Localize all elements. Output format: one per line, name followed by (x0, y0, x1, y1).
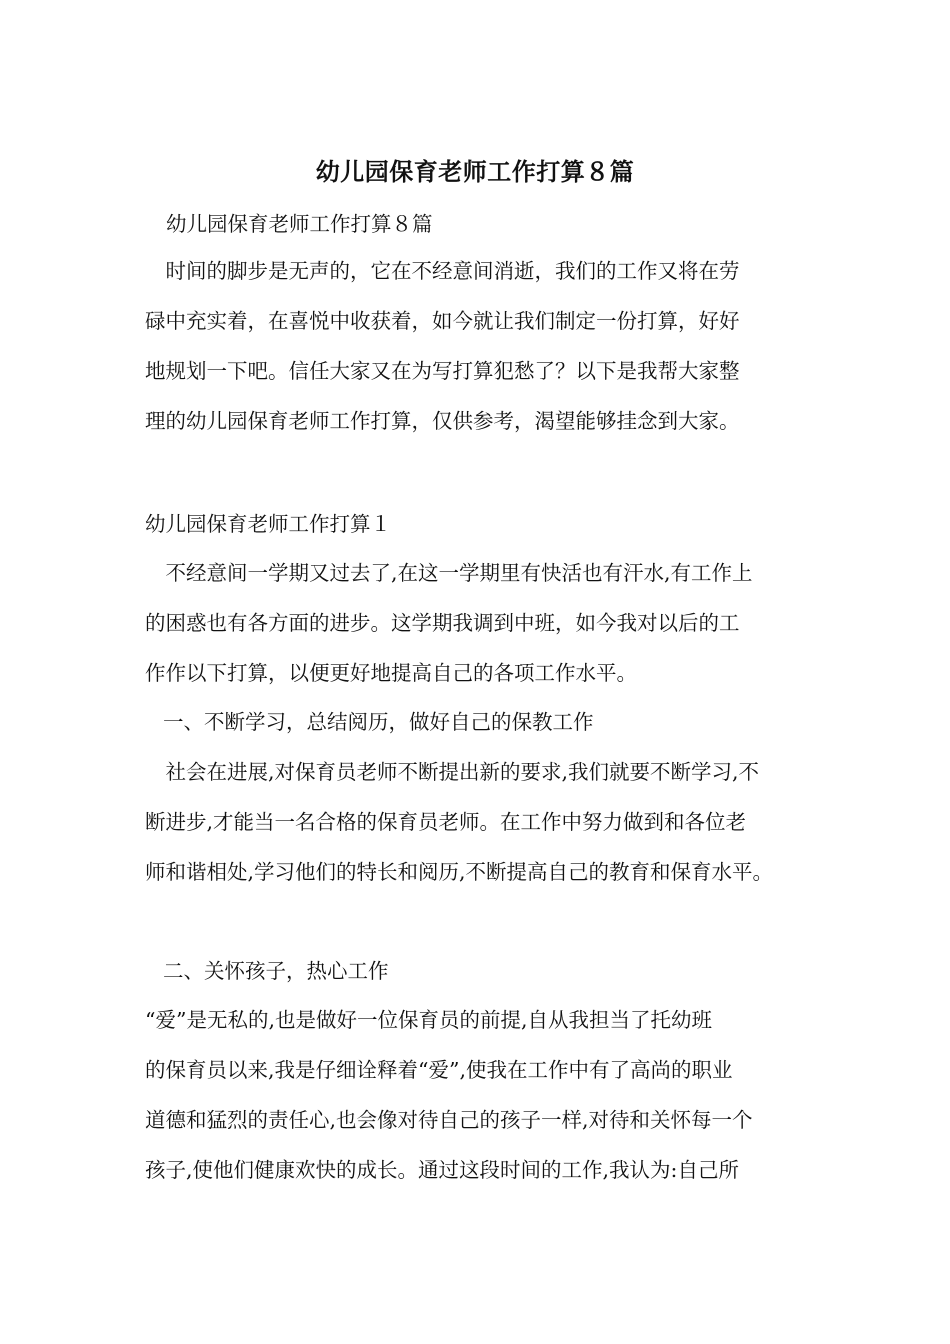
paragraph-2 (145, 747, 810, 897)
intro-line: 碌中充实着，在喜悦中收获着，如今就让我们制定一份打算，好好 (145, 309, 740, 333)
intro-line: 地规划一下吧。信任大家又在为写打算犯愁了？以下是我帮大家整 (145, 359, 740, 383)
intro-paragraph (145, 246, 810, 446)
intro-line: 理的幼儿园保育老师工作打算，仅供参考，渴望能够挂念到大家。 (145, 409, 740, 433)
section-heading-2: 二、关怀孩子，热心工作 (163, 959, 389, 983)
paragraph-line: 道德和猛烈的责任心,也会像对待自己的孩子一样,对待和关怀每一个 (145, 1108, 753, 1132)
heading-plan-1: 幼儿园保育老师工作打算１ (145, 512, 391, 536)
section-heading-1: 一、不断学习，总结阅历，做好自己的保教工作 (163, 710, 594, 734)
paragraph-line: 不经意间一学期又过去了,在这一学期里有快活也有汗水,有工作上 (145, 561, 753, 585)
paragraph-line: 作作以下打算，以便更好地提高自己的各项工作水平。 (145, 661, 637, 685)
paragraph-3 (145, 995, 810, 1195)
paragraph-line: 孩子,使他们健康欢快的成长。通过这段时间的工作,我认为:自己所 (145, 1158, 739, 1182)
document-subtitle: 幼儿园保育老师工作打算８篇 (166, 212, 433, 236)
paragraph-line: 师和谐相处,学习他们的特长和阅历,不断提高自己的教育和保育水平。 (145, 860, 774, 884)
paragraph-line: 断进步,才能当一名合格的保育员老师。在工作中努力做到和各位老 (145, 810, 747, 834)
paragraph-line: 社会在进展,对保育员老师不断提出新的要求,我们就要不断学习,不 (145, 760, 760, 784)
paragraph-line: 的困惑也有各方面的进步。这学期我调到中班，如今我对以后的工 (145, 611, 740, 635)
paragraph-line: 的保育员以来,我是仔细诠释着“爱”,使我在工作中有了高尚的职业 (145, 1058, 733, 1082)
paragraph-line: “爱”是无私的,也是做好一位保育员的前提,自从我担当了托幼班 (145, 1008, 712, 1032)
paragraph-1 (145, 548, 810, 698)
intro-line: 时间的脚步是无声的，它在不经意间消逝，我们的工作又将在劳 (145, 259, 740, 283)
document-title: 幼儿园保育老师工作打算８篇 (315, 158, 635, 186)
